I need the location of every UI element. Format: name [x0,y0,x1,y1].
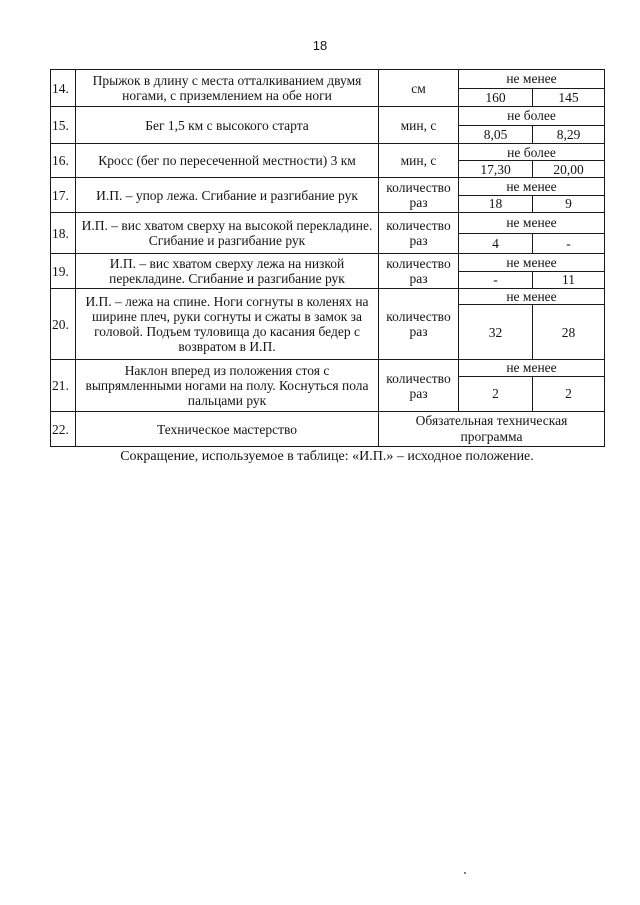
value-boys: 18 [459,195,533,213]
exercise-name: Наклон вперед из положения стоя с выпрямленными ногами на полу. Коснуться пола пальцами рук [76,360,379,412]
condition-cell: не менее [459,360,605,377]
unit-cell: количество раз [379,254,459,289]
exercise-name: И.П. – упор лежа. Сгибание и разгибание рук [76,178,379,213]
row-number: 14. [51,70,76,107]
value-boys: 17,30 [459,161,533,178]
table-row-21 [51,360,605,377]
value-boys: 2 [459,376,533,411]
scan-speck [464,872,466,874]
exercise-name: И.П. – вис хватом сверху на высокой перекладине. Сгибание и разгибание рук [76,213,379,254]
value-girls: 9 [533,195,605,213]
unit-cell: количество раз [379,289,459,360]
value-girls: 145 [533,88,605,107]
row-number: 18. [51,213,76,254]
table-row-16 [51,144,605,161]
condition-cell: не менее [459,213,605,234]
value-boys: 4 [459,233,533,254]
abbreviation-footnote: Сокращение, используемое в таблице: «И.П.» – исходное положение. [120,449,534,464]
unit-cell: количество раз [379,213,459,254]
table-row-18 [51,213,605,234]
technical-program-cell: Обязательная техническая программа [379,412,605,447]
condition-cell: не менее [459,178,605,196]
value-girls: 8,29 [533,125,605,144]
value-boys: 160 [459,88,533,107]
value-girls: 2 [533,376,605,411]
row-number: 17. [51,178,76,213]
row-number: 15. [51,107,76,144]
row-number: 16. [51,144,76,178]
condition-cell: не менее [459,70,605,89]
value-girls: 28 [533,305,605,360]
exercise-name: Кросс (бег по пересеченной местности) 3 км [76,144,379,178]
exercise-name: И.П. – лежа на спине. Ноги согнуты в коленях на ширине плеч, руки согнуты и сжаты в замок за головой. Подъем туловища до касания бедер с возвратом в И.П. [76,289,379,360]
norms-table [50,69,605,447]
unit-cell: см [379,70,459,107]
unit-cell: мин, с [379,107,459,144]
row-number: 19. [51,254,76,289]
unit-cell: количество раз [379,360,459,412]
row-number: 21. [51,360,76,412]
value-girls: 20,00 [533,161,605,178]
condition-cell: не менее [459,289,605,305]
unit-cell: мин, с [379,144,459,178]
exercise-name: Техническое мастерство [76,412,379,447]
row-number: 22. [51,412,76,447]
exercise-name: Бег 1,5 км с высокого старта [76,107,379,144]
table-row-14 [51,70,605,89]
condition-cell: не более [459,144,605,161]
value-boys: - [459,271,533,289]
condition-cell: не менее [459,254,605,272]
value-girls: - [533,233,605,254]
table-row-19 [51,254,605,272]
table-row-17 [51,178,605,196]
table-row-15 [51,107,605,126]
exercise-name: Прыжок в длину с места отталкиванием двумя ногами, с приземлением на обе ноги [76,70,379,107]
value-boys: 8,05 [459,125,533,144]
row-number: 20. [51,289,76,360]
exercise-name: И.П. – вис хватом сверху лежа на низкой перекладине. Сгибание и разгибание рук [76,254,379,289]
value-girls: 11 [533,271,605,289]
table-row-22 [51,412,605,447]
value-boys: 32 [459,305,533,360]
condition-cell: не более [459,107,605,126]
page-number: 18 [312,38,328,53]
table-row-20 [51,289,605,305]
unit-cell: количество раз [379,178,459,213]
